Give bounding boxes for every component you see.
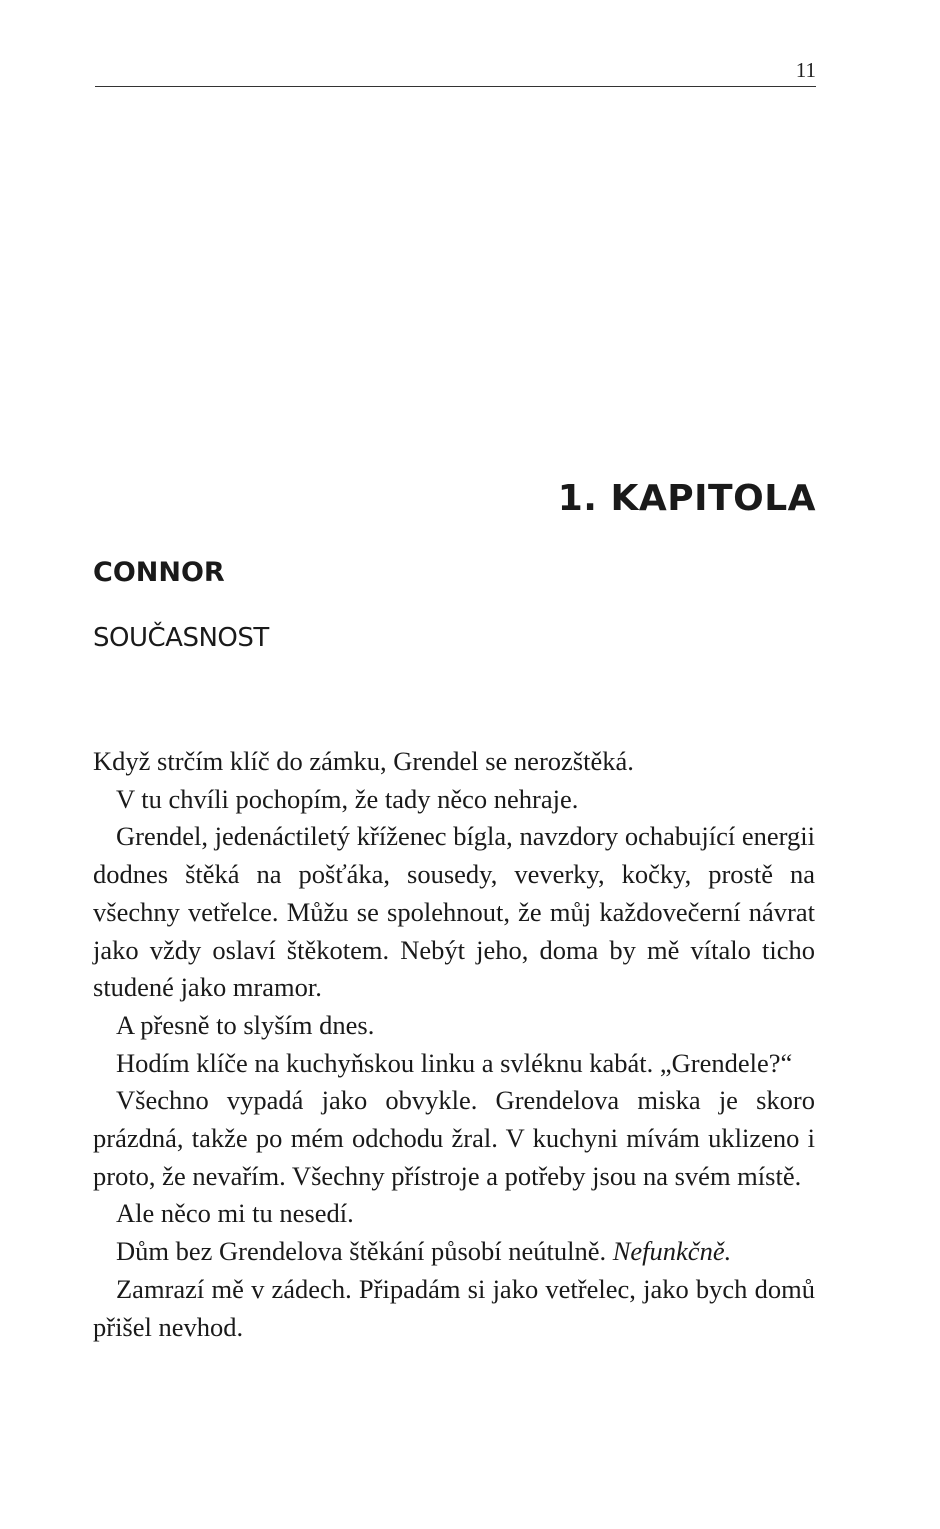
paragraph: Když strčím klíč do zámku, Grendel se nerozštěká. xyxy=(93,746,634,776)
chapter-title: 1. KAPITOLA xyxy=(557,478,816,519)
body-text xyxy=(93,743,815,1346)
paragraph: A přesně to slyším dnes. xyxy=(116,1009,375,1040)
paragraph: Ale něco mi tu nesedí. xyxy=(116,1198,354,1229)
narrator-heading: CONNOR xyxy=(93,557,225,588)
paragraph: Zamrazí mě v zádech. Připadám si jako vetřelec, jako bych domů přišel nevhod. xyxy=(93,1273,815,1342)
header-rule xyxy=(95,86,816,87)
paragraph-text: Dům bez Grendelova štěkání působí neútulně. xyxy=(116,1236,607,1267)
timeframe-heading: SOUČASNOST xyxy=(93,623,269,653)
paragraph: Všechno vypadá jako obvykle. Grendelova miska je skoro prázdná, takže po mém odchodu žral. V kuchyni mívám uklizeno i proto, že nevařím. Všechny přístroje a potřeby jsou na svém místě. xyxy=(93,1085,815,1191)
paragraph: Hodím klíče na kuchyňskou linku a svléknu kabát. „Grendele?“ xyxy=(116,1047,793,1078)
paragraph: Grendel, jedenáctiletý kříženec bígla, navzdory ochabující energii dodnes štěká na pošťáka, sousedy, veverky, kočky, prostě na všechny vetřelce. Můžu se spolehnout, že můj každovečerní návrat jako vždy oslaví štěkotem. Nebýt jeho, doma by mě vítalo ticho studené jako mramor. xyxy=(93,821,815,1003)
paragraph: V tu chvíli pochopím, že tady něco nehraje. xyxy=(116,783,579,814)
italic-word: Nefunkčně. xyxy=(612,1236,732,1267)
paragraph xyxy=(93,1233,815,1271)
page-number: 11 xyxy=(795,58,816,82)
